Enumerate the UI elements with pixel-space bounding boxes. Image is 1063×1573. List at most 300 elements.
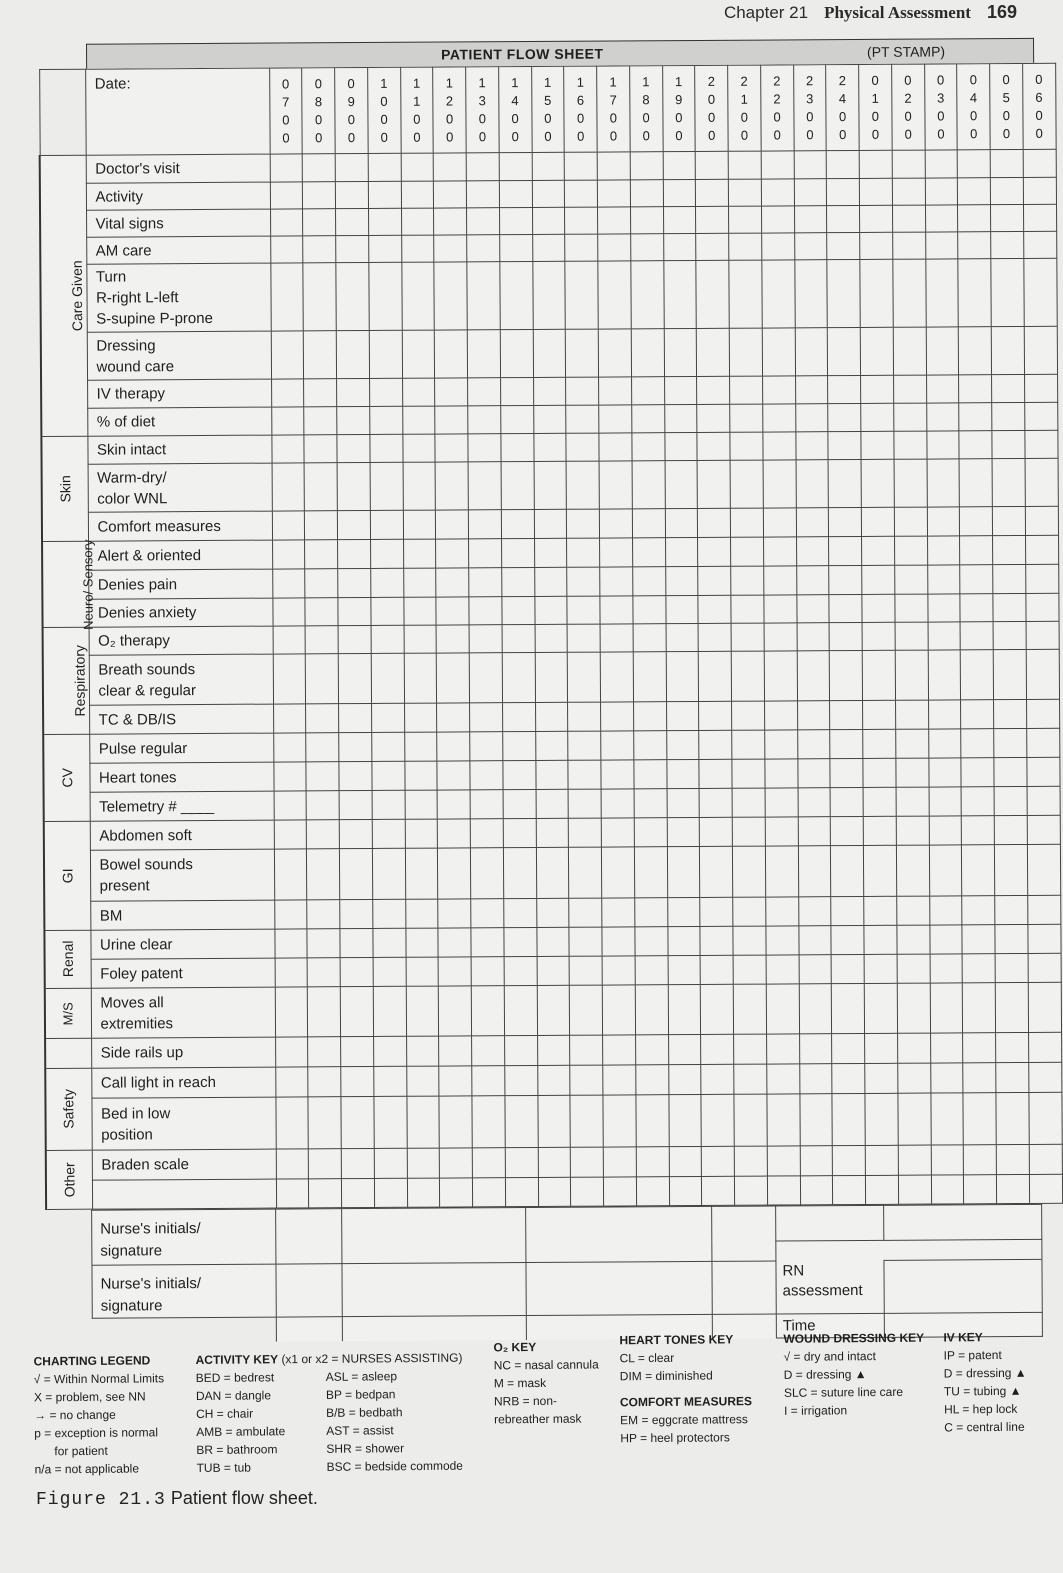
flow-cell[interactable] <box>666 701 699 730</box>
flow-cell[interactable] <box>892 178 925 205</box>
flow-cell[interactable] <box>337 462 370 510</box>
flow-cell[interactable] <box>371 732 404 761</box>
flow-cell[interactable] <box>368 153 401 181</box>
flow-cell[interactable] <box>666 730 699 759</box>
flow-cell[interactable] <box>339 761 372 790</box>
flow-cell[interactable] <box>698 566 731 595</box>
flow-cell[interactable] <box>863 816 896 845</box>
flow-cell[interactable] <box>633 702 666 731</box>
flow-cell[interactable] <box>929 816 962 845</box>
flow-cell[interactable] <box>963 1145 996 1175</box>
flow-cell[interactable] <box>925 259 958 327</box>
flow-cell[interactable] <box>601 702 634 731</box>
flow-cell[interactable] <box>340 899 373 928</box>
flow-cell[interactable] <box>306 791 339 820</box>
flow-cell[interactable] <box>631 329 664 377</box>
flow-cell[interactable] <box>502 652 535 702</box>
flow-cell[interactable] <box>635 927 668 956</box>
flow-cell[interactable] <box>439 1066 472 1096</box>
flow-cell[interactable] <box>600 624 633 652</box>
flow-cell[interactable] <box>336 330 369 378</box>
flow-cell[interactable] <box>864 925 897 954</box>
flow-cell[interactable] <box>404 625 437 653</box>
flow-cell[interactable] <box>731 623 764 651</box>
flow-cell[interactable] <box>433 153 466 181</box>
flow-cell[interactable] <box>371 597 404 625</box>
flow-cell[interactable] <box>763 537 796 566</box>
flow-cell[interactable] <box>764 595 797 623</box>
flow-cell[interactable] <box>403 539 436 568</box>
flow-cell[interactable] <box>273 762 306 791</box>
flow-cell[interactable] <box>566 405 599 433</box>
flow-cell[interactable] <box>1026 699 1059 728</box>
flow-cell[interactable] <box>826 150 859 178</box>
flow-cell[interactable] <box>435 406 468 434</box>
flow-cell[interactable] <box>275 958 308 987</box>
flow-cell[interactable] <box>665 566 698 595</box>
flow-cell[interactable] <box>927 536 960 565</box>
flow-cell[interactable] <box>798 846 831 897</box>
flow-cell[interactable] <box>828 375 861 403</box>
flow-cell[interactable] <box>566 461 599 509</box>
flow-cell[interactable] <box>537 985 570 1035</box>
flow-cell[interactable] <box>992 430 1025 458</box>
flow-cell[interactable] <box>598 329 631 377</box>
flow-cell[interactable] <box>403 462 436 510</box>
flow-cell[interactable] <box>668 1094 701 1146</box>
flow-cell[interactable] <box>602 956 635 985</box>
flow-cell[interactable] <box>567 652 600 702</box>
flow-cell[interactable] <box>895 650 928 700</box>
flow-cell[interactable] <box>598 207 631 234</box>
flow-cell[interactable] <box>337 510 370 539</box>
flow-cell[interactable] <box>308 1037 341 1067</box>
flow-cell[interactable] <box>504 985 537 1035</box>
flow-cell[interactable] <box>470 761 503 790</box>
flow-cell[interactable] <box>827 232 860 259</box>
flow-cell[interactable] <box>600 652 633 702</box>
flow-cell[interactable] <box>994 699 1027 728</box>
flow-cell[interactable] <box>370 462 403 510</box>
flow-cell[interactable] <box>565 207 598 234</box>
flow-cell[interactable] <box>832 1063 865 1093</box>
flow-cell[interactable] <box>734 1176 767 1205</box>
flow-cell[interactable] <box>273 654 306 704</box>
flow-cell[interactable] <box>599 461 632 509</box>
flow-cell[interactable] <box>732 817 765 846</box>
flow-cell[interactable] <box>501 509 534 538</box>
flow-cell[interactable] <box>732 730 765 759</box>
flow-cell[interactable] <box>697 328 730 376</box>
flow-cell[interactable] <box>633 624 666 652</box>
flow-cell[interactable] <box>338 625 371 653</box>
flow-cell[interactable] <box>895 622 928 650</box>
flow-cell[interactable] <box>827 178 860 205</box>
flow-cell[interactable] <box>373 986 406 1036</box>
flow-cell[interactable] <box>401 153 434 181</box>
flow-cell[interactable] <box>960 536 993 565</box>
flow-cell[interactable] <box>435 378 468 406</box>
flow-cell[interactable] <box>535 702 568 731</box>
flow-cell[interactable] <box>374 1178 407 1207</box>
flow-cell[interactable] <box>569 927 602 956</box>
flow-cell[interactable] <box>437 732 470 761</box>
flow-cell[interactable] <box>435 330 468 378</box>
flow-cell[interactable] <box>534 538 567 567</box>
flow-cell[interactable] <box>1024 326 1057 374</box>
flow-cell[interactable] <box>833 1175 866 1204</box>
flow-cell[interactable] <box>440 1178 473 1207</box>
flow-cell[interactable] <box>436 653 469 703</box>
flow-cell[interactable] <box>568 818 601 847</box>
flow-cell[interactable] <box>961 787 994 816</box>
flow-cell[interactable] <box>406 957 439 986</box>
flow-cell[interactable] <box>799 1064 832 1094</box>
flow-cell[interactable] <box>864 954 897 983</box>
flow-cell[interactable] <box>895 700 928 729</box>
flow-cell[interactable] <box>534 567 567 596</box>
flow-cell[interactable] <box>796 537 829 566</box>
flow-cell[interactable] <box>995 924 1028 953</box>
flow-cell[interactable] <box>273 733 306 762</box>
flow-cell[interactable] <box>499 207 532 234</box>
flow-cell[interactable] <box>404 732 437 761</box>
flow-cell[interactable] <box>602 927 635 956</box>
flow-cell[interactable] <box>336 262 369 330</box>
flow-cell[interactable] <box>501 433 534 461</box>
flow-cell[interactable] <box>504 927 537 956</box>
flow-cell[interactable] <box>764 651 797 701</box>
flow-cell[interactable] <box>272 463 305 511</box>
flow-cell[interactable] <box>403 568 436 597</box>
flow-cell[interactable] <box>1024 374 1057 402</box>
flow-cell[interactable] <box>799 955 832 984</box>
flow-cell[interactable] <box>499 180 532 207</box>
flow-cell[interactable] <box>929 845 962 896</box>
flow-cell[interactable] <box>437 819 470 848</box>
flow-cell[interactable] <box>472 1066 505 1096</box>
signature-field[interactable] <box>276 1209 342 1264</box>
flow-cell[interactable] <box>471 957 504 986</box>
flow-cell[interactable] <box>468 462 501 510</box>
flow-cell[interactable] <box>503 898 536 927</box>
flow-cell[interactable] <box>635 1035 668 1065</box>
flow-cell[interactable] <box>799 1094 832 1146</box>
flow-cell[interactable] <box>928 700 961 729</box>
flow-cell[interactable] <box>729 328 762 376</box>
flow-cell[interactable] <box>958 205 991 232</box>
flow-cell[interactable] <box>568 702 601 731</box>
flow-cell[interactable] <box>861 375 894 403</box>
flow-cell[interactable] <box>762 376 795 404</box>
flow-cell[interactable] <box>865 1093 898 1145</box>
flow-cell[interactable] <box>271 331 304 379</box>
flow-cell[interactable] <box>700 846 733 897</box>
flow-cell[interactable] <box>864 896 897 925</box>
flow-cell[interactable] <box>567 509 600 538</box>
flow-cell[interactable] <box>601 818 634 847</box>
flow-cell[interactable] <box>405 819 438 848</box>
flow-cell[interactable] <box>667 897 700 926</box>
flow-cell[interactable] <box>895 729 928 758</box>
flow-cell[interactable] <box>603 1095 636 1147</box>
flow-cell[interactable] <box>696 233 729 260</box>
flow-cell[interactable] <box>406 1096 439 1148</box>
flow-cell[interactable] <box>537 956 570 985</box>
flow-cell[interactable] <box>632 461 665 509</box>
flow-cell[interactable] <box>599 377 632 405</box>
flow-cell[interactable] <box>796 595 829 623</box>
flow-cell[interactable] <box>701 984 734 1034</box>
flow-cell[interactable] <box>535 624 568 652</box>
flow-cell[interactable] <box>957 150 990 178</box>
flow-cell[interactable] <box>335 153 368 181</box>
flow-cell[interactable] <box>962 954 995 983</box>
flow-cell[interactable] <box>631 261 664 329</box>
flow-cell[interactable] <box>270 154 303 182</box>
flow-cell[interactable] <box>438 928 471 957</box>
flow-cell[interactable] <box>832 1145 865 1175</box>
flow-cell[interactable] <box>930 954 963 983</box>
flow-cell[interactable] <box>372 848 405 899</box>
flow-cell[interactable] <box>962 845 995 896</box>
flow-cell[interactable] <box>469 625 502 653</box>
flow-cell[interactable] <box>962 925 995 954</box>
flow-cell[interactable] <box>434 235 467 262</box>
flow-cell[interactable] <box>830 816 863 845</box>
flow-cell[interactable] <box>993 564 1026 593</box>
flow-cell[interactable] <box>695 151 728 179</box>
flow-cell[interactable] <box>436 625 469 653</box>
flow-cell[interactable] <box>861 431 894 459</box>
flow-cell[interactable] <box>667 788 700 817</box>
flow-cell[interactable] <box>467 235 500 262</box>
flow-cell[interactable] <box>897 954 930 983</box>
flow-cell[interactable] <box>1029 1092 1062 1144</box>
flow-cell[interactable] <box>800 1176 833 1205</box>
flow-cell[interactable] <box>305 569 338 598</box>
flow-cell[interactable] <box>401 208 434 235</box>
flow-cell[interactable] <box>830 700 863 729</box>
flow-cell[interactable] <box>795 376 828 404</box>
flow-cell[interactable] <box>765 759 798 788</box>
flow-cell[interactable] <box>306 733 339 762</box>
flow-cell[interactable] <box>831 925 864 954</box>
flow-cell[interactable] <box>371 703 404 732</box>
flow-cell[interactable] <box>831 954 864 983</box>
flow-cell[interactable] <box>341 1036 374 1066</box>
flow-cell[interactable] <box>796 566 829 595</box>
flow-cell[interactable] <box>926 431 959 459</box>
flow-cell[interactable] <box>303 263 336 331</box>
flow-cell[interactable] <box>603 1035 636 1065</box>
flow-cell[interactable] <box>669 1176 702 1205</box>
flow-cell[interactable] <box>731 566 764 595</box>
flow-cell[interactable] <box>304 379 337 407</box>
flow-cell[interactable] <box>403 597 436 625</box>
flow-cell[interactable] <box>928 622 961 650</box>
flow-cell[interactable] <box>1027 757 1060 786</box>
flow-cell[interactable] <box>537 1065 570 1095</box>
flow-cell[interactable] <box>794 151 827 179</box>
flow-cell[interactable] <box>500 405 533 433</box>
flow-cell[interactable] <box>469 539 502 568</box>
flow-cell[interactable] <box>304 407 337 435</box>
flow-cell[interactable] <box>893 327 926 375</box>
flow-cell[interactable] <box>697 376 730 404</box>
flow-cell[interactable] <box>271 435 304 463</box>
flow-cell[interactable] <box>307 849 340 900</box>
flow-cell[interactable] <box>832 1033 865 1063</box>
flow-cell[interactable] <box>632 538 665 567</box>
flow-cell[interactable] <box>405 928 438 957</box>
flow-cell[interactable] <box>598 234 631 261</box>
flow-cell[interactable] <box>990 149 1023 177</box>
flow-cell[interactable] <box>663 179 696 206</box>
flow-cell[interactable] <box>767 1094 800 1146</box>
flow-cell[interactable] <box>401 262 434 330</box>
flow-cell[interactable] <box>467 208 500 235</box>
flow-cell[interactable] <box>371 625 404 653</box>
flow-cell[interactable] <box>470 848 503 899</box>
flow-cell[interactable] <box>960 650 993 700</box>
flow-cell[interactable] <box>925 232 958 259</box>
flow-cell[interactable] <box>532 180 565 207</box>
flow-cell[interactable] <box>892 150 925 178</box>
flow-cell[interactable] <box>339 790 372 819</box>
flow-cell[interactable] <box>467 262 500 330</box>
flow-cell[interactable] <box>829 536 862 565</box>
flow-cell[interactable] <box>469 597 502 625</box>
flow-cell[interactable] <box>992 374 1025 402</box>
flow-cell[interactable] <box>994 757 1027 786</box>
flow-cell[interactable] <box>896 896 929 925</box>
flow-cell[interactable] <box>532 152 565 180</box>
flow-cell[interactable] <box>928 758 961 787</box>
flow-cell[interactable] <box>501 538 534 567</box>
flow-cell[interactable] <box>862 565 895 594</box>
flow-cell[interactable] <box>1025 458 1058 506</box>
flow-cell[interactable] <box>664 404 697 432</box>
flow-cell[interactable] <box>865 1175 898 1204</box>
flow-cell[interactable] <box>274 929 307 958</box>
flow-cell[interactable] <box>634 789 667 818</box>
flow-cell[interactable] <box>439 1036 472 1066</box>
flow-cell[interactable] <box>864 983 897 1033</box>
flow-cell[interactable] <box>865 1063 898 1093</box>
flow-cell[interactable] <box>827 205 860 232</box>
flow-cell[interactable] <box>763 566 796 595</box>
flow-cell[interactable] <box>565 261 598 329</box>
flow-cell[interactable] <box>699 730 732 759</box>
flow-cell[interactable] <box>603 1147 636 1177</box>
flow-cell[interactable] <box>566 329 599 377</box>
flow-cell[interactable] <box>794 233 827 260</box>
flow-cell[interactable] <box>926 375 959 403</box>
flow-cell[interactable] <box>568 731 601 760</box>
flow-cell[interactable] <box>271 379 304 407</box>
flow-cell[interactable] <box>696 179 729 206</box>
flow-cell[interactable] <box>337 378 370 406</box>
flow-cell[interactable] <box>405 848 438 899</box>
flow-cell[interactable] <box>927 594 960 622</box>
flow-cell[interactable] <box>568 760 601 789</box>
flow-cell[interactable] <box>958 259 991 327</box>
flow-cell[interactable] <box>404 653 437 703</box>
flow-cell[interactable] <box>275 1067 308 1097</box>
flow-cell[interactable] <box>273 704 306 733</box>
flow-cell[interactable] <box>892 205 925 232</box>
flow-cell[interactable] <box>797 701 830 730</box>
flow-cell[interactable] <box>765 788 798 817</box>
flow-cell[interactable] <box>1026 728 1059 757</box>
flow-cell[interactable] <box>960 507 993 536</box>
flow-cell[interactable] <box>730 376 763 404</box>
flow-cell[interactable] <box>276 1149 309 1179</box>
flow-cell[interactable] <box>303 209 336 236</box>
flow-cell[interactable] <box>307 929 340 958</box>
flow-cell[interactable] <box>958 232 991 259</box>
flow-cell[interactable] <box>336 208 369 235</box>
flow-cell[interactable] <box>894 536 927 565</box>
flow-cell[interactable] <box>630 152 663 180</box>
flow-cell[interactable] <box>372 899 405 928</box>
flow-cell[interactable] <box>304 463 337 511</box>
flow-cell[interactable] <box>499 234 532 261</box>
flow-cell[interactable] <box>799 984 832 1034</box>
flow-cell[interactable] <box>565 180 598 207</box>
flow-cell[interactable] <box>339 848 372 899</box>
flow-cell[interactable] <box>566 433 599 461</box>
flow-cell[interactable] <box>763 432 796 460</box>
flow-cell[interactable] <box>374 1148 407 1178</box>
flow-cell[interactable] <box>503 847 536 898</box>
flow-cell[interactable] <box>764 623 797 651</box>
flow-cell[interactable] <box>996 1092 1029 1144</box>
flow-cell[interactable] <box>504 1035 537 1065</box>
flow-cell[interactable] <box>931 1175 964 1204</box>
flow-cell[interactable] <box>603 1065 636 1095</box>
flow-cell[interactable] <box>564 152 597 180</box>
flow-cell[interactable] <box>372 761 405 790</box>
flow-cell[interactable] <box>503 818 536 847</box>
flow-cell[interactable] <box>861 507 894 536</box>
flow-cell[interactable] <box>630 180 663 207</box>
flow-cell[interactable] <box>896 816 929 845</box>
flow-cell[interactable] <box>538 1147 571 1177</box>
flow-cell[interactable] <box>663 206 696 233</box>
flow-cell[interactable] <box>504 1065 537 1095</box>
flow-cell[interactable] <box>567 596 600 624</box>
flow-cell[interactable] <box>1023 204 1056 231</box>
flow-cell[interactable] <box>500 261 533 329</box>
flow-cell[interactable] <box>304 435 337 463</box>
flow-cell[interactable] <box>700 955 733 984</box>
flow-cell[interactable] <box>701 1146 734 1176</box>
flow-cell[interactable] <box>536 847 569 898</box>
flow-cell[interactable] <box>468 378 501 406</box>
flow-cell[interactable] <box>829 622 862 650</box>
flow-cell[interactable] <box>374 1096 407 1148</box>
flow-cell[interactable] <box>534 461 567 509</box>
flow-cell[interactable] <box>994 844 1027 895</box>
flow-cell[interactable] <box>799 1034 832 1064</box>
flow-cell[interactable] <box>635 985 668 1035</box>
flow-cell[interactable] <box>666 623 699 651</box>
flow-cell[interactable] <box>797 759 830 788</box>
flow-cell[interactable] <box>667 817 700 846</box>
flow-cell[interactable] <box>761 151 794 179</box>
